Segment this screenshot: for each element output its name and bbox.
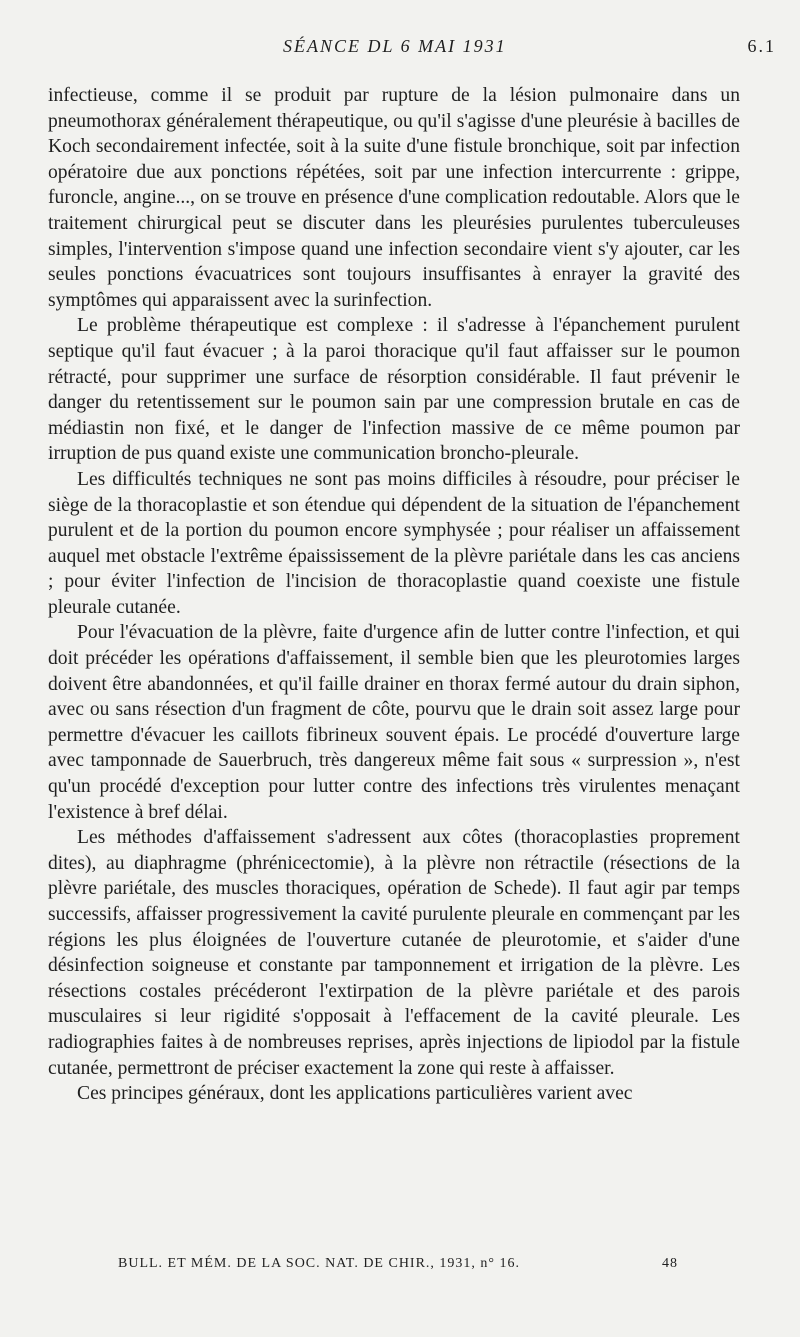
paragraph: Les difficultés techniques ne sont pas moins difficiles à résoudre, pour préciser le siège de la thoracoplastie et son étendue qui dépendent de la situation de l'épanchement purulent et de la portion du poumon encore symphysée ; pour réaliser un affaissement auquel met obstacle l'extrême épaississement de la plèvre pariétale dans les cas anciens ; pour éviter l'infection de l'incision de thoracoplastie quand coexiste une fistule pleurale cutanée.: [48, 468, 740, 618]
journal-citation: BULL. ET MÉM. DE LA SOC. NAT. DE CHIR., 1931, n° 16.: [118, 1256, 521, 1271]
paragraph: infectieuse, comme il se produit par rupture de la lésion pulmonaire dans un pneumothorax généralement thérapeutique, ou qu'il s'agisse d'une pleurésie à bacilles de Koch secondairement infectée, soit à la suite d'une fistule bronchique, soit par infection opératoire due aux ponctions répétées, soit par une infection intercurrente : grippe, furoncle, angine..., on se trouve en présence d'une complication redoutable. Alors que le traitement chirurgical peut se discuter dans les pleurésies purulentes tuberculeuses simples, l'intervention s'impose quand une infection secondaire vient s'y ajouter, car les seules ponctions évacuatrices sont toujours insuffisantes à enrayer la gravité des symptômes qui apparaissent avec la surinfection.: [48, 85, 740, 311]
paragraph: Pour l'évacuation de la plèvre, faite d'urgence afin de lutter contre l'infection, et qui doit précéder les opérations d'affaissement, il semble bien que les pleurotomies larges doivent être abandonnées, et qu'il faille drainer en thorax fermé autour du drain siphon, avec ou sans résection d'un fragment de côte, pourvu que le drain soit assez large pour permettre d'évacuer les caillots fibrineux souvent épais. Le procédé d'ouverture large avec tamponnade de Sauerbruch, très dangereux même fait sous « surpression », n'est qu'un procédé d'exception pour lutter contre des infections très virulentes menaçant l'existence à bref délai.: [48, 622, 740, 823]
running-title: SÉANCE DL 6 MAI 1931: [283, 36, 507, 56]
paragraph: Les méthodes d'affaissement s'adressent aux côtes (thoracoplasties proprement dites), au diaphragme (phrénicectomie), à la plèvre non rétractile (résections de la plèvre pariétale, des muscles thoraciques, opération de Schede). Il faut agir par temps successifs, affaisser progressivement la cavité purulente pleurale en commençant par les régions les plus éloignées de l'ouverture cutanée de pleurotomie, et s'aider d'une désinfection soigneuse et constante par tamponnement et irrigation de la plèvre. Les résections costales précéderont l'extirpation de la plèvre pariétale et des parois musculaires si leur rigidité s'opposait à l'effacement de la cavité pleurale. Les radiographies faites à de nombreuses reprises, après injections de lipiodol par la fistule cutanée, permettront de préciser exactement la zone qui reste à affaisser.: [48, 827, 740, 1079]
signature-mark: 48: [662, 1256, 678, 1271]
running-head: [48, 36, 776, 60]
body-text: [48, 83, 740, 1107]
page-number: 6.1: [747, 36, 776, 56]
paragraph: Le problème thérapeutique est complexe : il s'adresse à l'épanchement purulent septique qu'il faut évacuer ; à la paroi thoracique qu'il faut affaisser sur le poumon rétracté, pour supprimer une surface de résorption considérable. Il faut prévenir le danger du retentissement sur le poumon sain par une compression brutale en cas de médiastin non fixé, et le danger de l'infection massive de ce même poumon par irruption de pus quand existe une communication broncho-pleurale.: [48, 315, 740, 465]
paragraph: Ces principes généraux, dont les applications particulières varient avec: [77, 1083, 633, 1105]
